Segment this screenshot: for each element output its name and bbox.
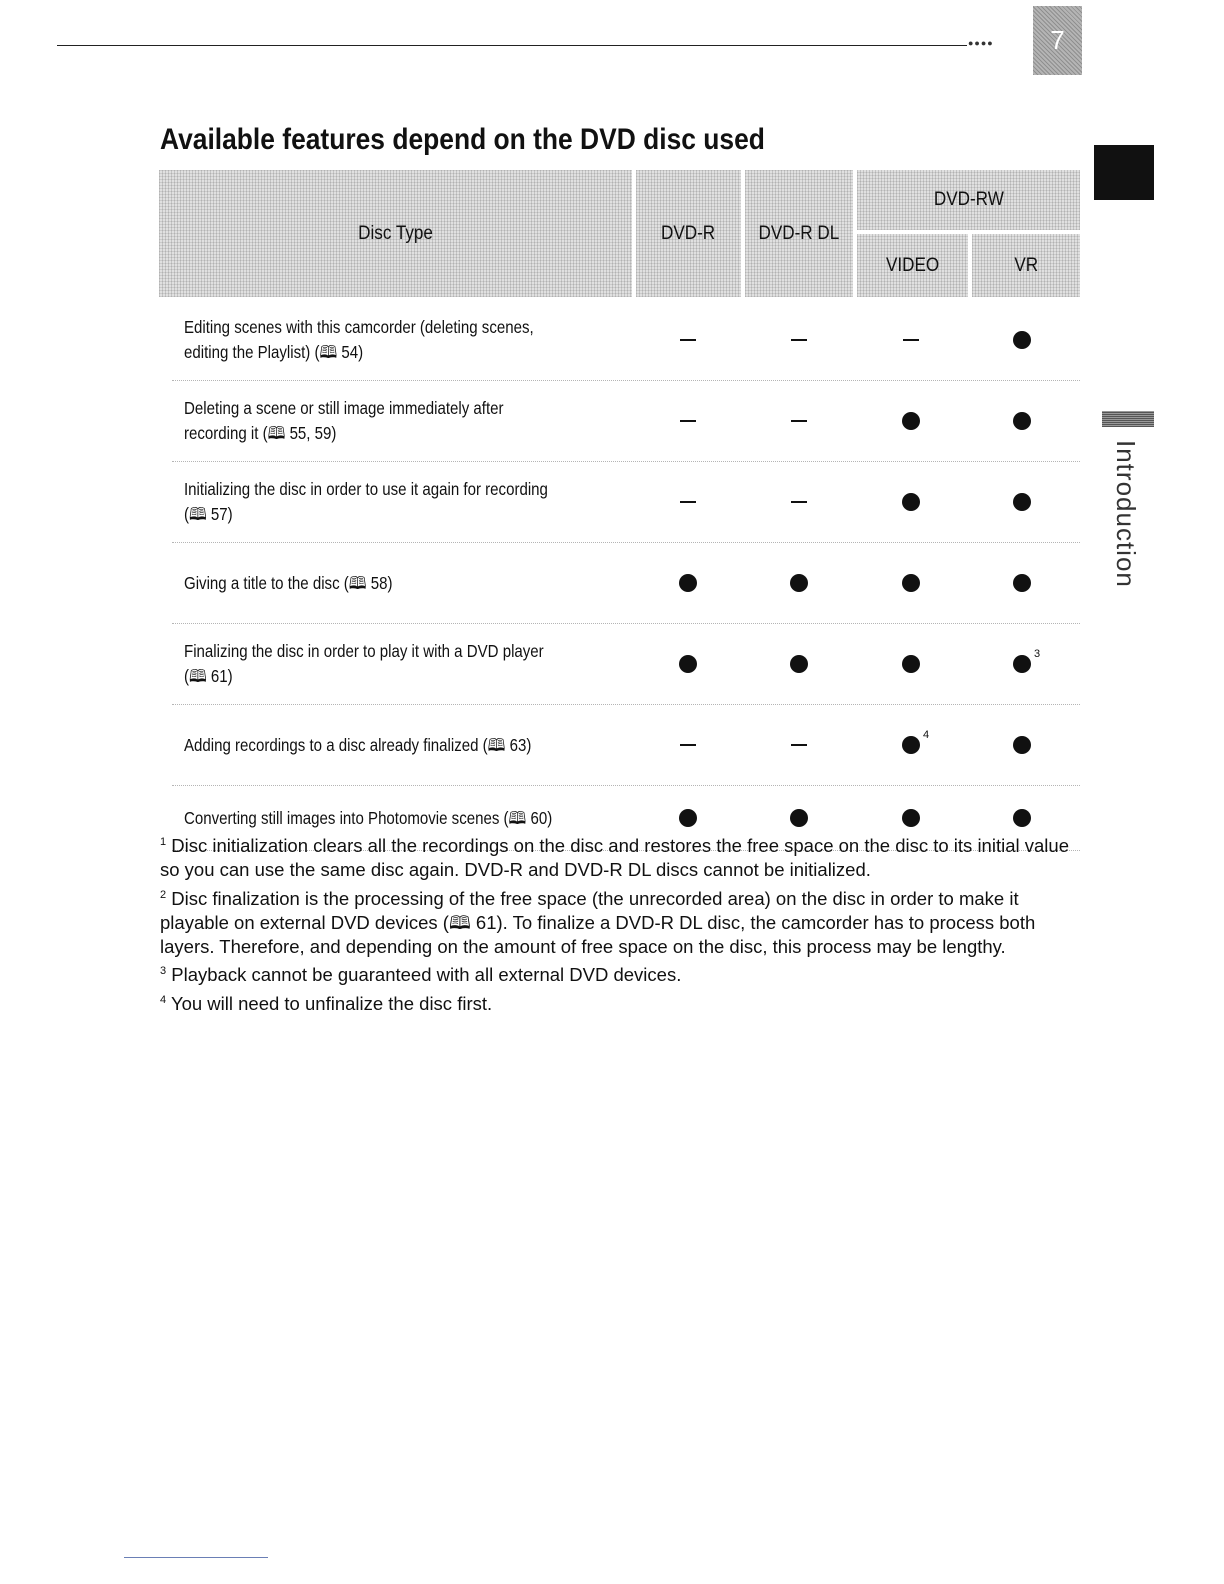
supported-dot-icon <box>779 652 819 675</box>
supported-dot-icon <box>668 571 708 594</box>
supported-dot-icon <box>668 806 708 829</box>
feature-label: Initializing the disc in order to use it again for recording (🕮 57) <box>184 479 548 524</box>
table-row <box>172 624 1080 705</box>
supported-dot-icon <box>779 571 819 594</box>
dash-icon <box>791 420 807 422</box>
supported-dot-icon <box>779 806 819 829</box>
header-vr: VR <box>972 234 1080 297</box>
supported-dot-icon <box>1002 733 1042 756</box>
footnote-number: 1 <box>160 836 167 848</box>
table-row <box>172 543 1080 624</box>
dot-icon <box>902 574 920 592</box>
supported-dot-icon <box>891 409 931 432</box>
header-video: VIDEO <box>857 234 968 297</box>
supported-dot-icon <box>891 652 931 675</box>
header-dvd-rw: DVD-RW <box>857 170 1080 230</box>
footnote <box>160 959 1080 987</box>
supported-dot-icon <box>1002 409 1042 432</box>
supported-dot-icon <box>1002 648 1042 675</box>
dot-icon <box>679 655 697 673</box>
feature-label: Giving a title to the disc (🕮 58) <box>184 572 393 593</box>
not-supported-dash-icon <box>891 328 931 351</box>
footnote-number: 3 <box>160 965 167 978</box>
feature-label: Converting still images into Photomovie scenes (🕮 60) <box>184 807 553 828</box>
footnote-text: Playback cannot be guaranteed with all external DVD devices. <box>171 964 682 986</box>
feature-label: Deleting a scene or still image immediately after recording it (🕮 55, 59) <box>184 398 504 443</box>
dot-icon <box>1013 412 1031 430</box>
feature-label: Adding recordings to a disc already finalized (🕮 63) <box>184 734 532 755</box>
table-body <box>172 300 1080 851</box>
table-row <box>172 300 1080 381</box>
dot-icon <box>1013 493 1031 511</box>
feature-label: Editing scenes with this camcorder (deleting scenes, editing the Playlist) (🕮 54) <box>184 317 534 362</box>
supported-dot-icon <box>891 490 931 513</box>
dash-icon <box>680 744 696 746</box>
page-number-box <box>1033 6 1082 75</box>
footnote-number: 2 <box>160 888 167 901</box>
dot-icon <box>1013 574 1031 592</box>
footnote-ref: 4 <box>923 729 930 741</box>
dot-icon <box>902 493 920 511</box>
header-disc-type: Disc Type <box>159 170 632 297</box>
dot-icon <box>679 809 697 827</box>
not-supported-dash-icon <box>668 490 708 513</box>
dot-icon <box>679 574 697 592</box>
dot-icon <box>1013 736 1031 754</box>
supported-dot-icon <box>1002 571 1042 594</box>
footnote-number: 4 <box>160 993 167 1006</box>
dot-icon <box>790 655 808 673</box>
not-supported-dash-icon <box>668 733 708 756</box>
supported-dot-icon <box>1002 490 1042 513</box>
section-tab-marker <box>1094 145 1154 200</box>
footnote <box>160 830 1080 883</box>
not-supported-dash-icon <box>668 409 708 432</box>
supported-dot-icon <box>891 729 931 756</box>
dot-icon <box>902 736 920 754</box>
table-row <box>172 381 1080 462</box>
supported-dot-icon <box>1002 328 1042 351</box>
dot-icon <box>790 574 808 592</box>
section-tab-label: Introduction <box>1111 440 1141 588</box>
dash-icon <box>791 744 807 746</box>
section-tab-stripe <box>1102 411 1154 427</box>
footnote-ref: 3 <box>1034 648 1041 660</box>
page-title: Available features depend on the DVD disc used <box>160 123 765 156</box>
dot-icon <box>1013 809 1031 827</box>
dash-icon <box>680 501 696 503</box>
header-dvd-r: DVD-R <box>636 170 741 297</box>
header-dots: ●●●● <box>968 38 994 48</box>
dot-icon <box>902 655 920 673</box>
supported-dot-icon <box>891 571 931 594</box>
not-supported-dash-icon <box>779 409 819 432</box>
header-dvd-r-dl: DVD-R DL <box>745 170 853 297</box>
feature-label: Finalizing the disc in order to play it with a DVD player (🕮 61) <box>184 641 544 686</box>
not-supported-dash-icon <box>779 490 819 513</box>
footnote-text: Disc finalization is the processing of the free space (the unrecorded area) on the disc in order to make it playable on external DVD devices (🕮 61). To finalize a DVD-R DL disc, the camcorder has to process both layers. Therefore, and depending on the amount of free space on the disc, this process may be lengthy. <box>160 887 1036 958</box>
not-supported-dash-icon <box>779 733 819 756</box>
dot-icon <box>902 809 920 827</box>
not-supported-dash-icon <box>779 328 819 351</box>
dash-icon <box>791 501 807 503</box>
page-number: 7 <box>1050 25 1065 55</box>
table-row <box>172 462 1080 543</box>
footer-rule <box>124 1557 268 1558</box>
not-supported-dash-icon <box>668 328 708 351</box>
supported-dot-icon <box>891 806 931 829</box>
footnote-text: Disc initialization clears all the recordings on the disc and restores the free space on the disc to its initial value so you can use the same disc again. DVD-R and DVD-R DL discs cannot be initialized. <box>160 835 1069 881</box>
dot-icon <box>790 809 808 827</box>
dash-icon <box>680 420 696 422</box>
footnotes <box>160 830 1080 1016</box>
table-row <box>172 705 1080 786</box>
dot-icon <box>902 412 920 430</box>
dash-icon <box>903 339 919 341</box>
dash-icon <box>680 339 696 341</box>
footnote-text: You will need to unfinalize the disc first. <box>170 992 493 1014</box>
footnote <box>160 988 1080 1016</box>
supported-dot-icon <box>1002 806 1042 829</box>
dot-icon <box>1013 331 1031 349</box>
supported-dot-icon <box>668 652 708 675</box>
dot-icon <box>1013 655 1031 673</box>
footnote <box>160 883 1080 960</box>
header-rule <box>57 45 967 46</box>
dash-icon <box>791 339 807 341</box>
